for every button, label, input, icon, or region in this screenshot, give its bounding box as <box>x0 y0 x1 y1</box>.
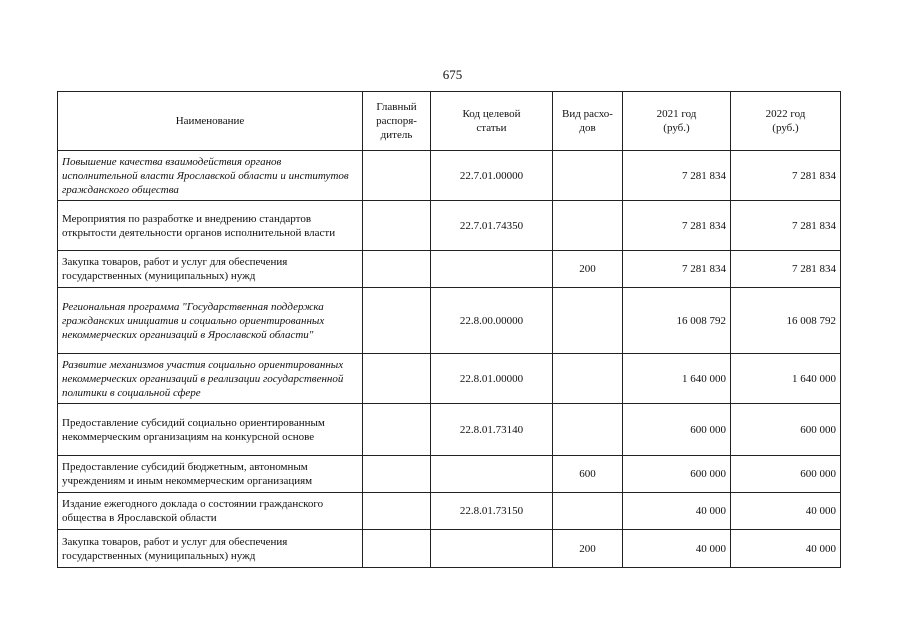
row-name-cell: Повышение качества взаимодействия органов исполнительной власти Ярославской области и институтов гражданского общества <box>58 151 363 201</box>
row-2022-cell: 1 640 000 <box>731 354 841 404</box>
row-code-cell: 22.8.01.73140 <box>431 404 553 456</box>
row-code-cell: 22.8.00.00000 <box>431 288 553 354</box>
table-row <box>58 288 841 354</box>
row-2022-cell: 7 281 834 <box>731 201 841 251</box>
table-row <box>58 251 841 288</box>
page-number: 675 <box>442 67 463 82</box>
row-2021-cell: 7 281 834 <box>623 251 731 288</box>
row-code-cell: 22.7.01.00000 <box>431 151 553 201</box>
row-name-cell: Предоставление субсидий социально ориентированным некоммерческим организациям на конкурсной основе <box>58 404 363 456</box>
row-admin-cell <box>363 530 431 568</box>
row-admin-cell <box>363 151 431 201</box>
header-name: Наименование <box>58 92 363 151</box>
table-row <box>58 456 841 493</box>
row-2022-cell: 600 000 <box>731 456 841 493</box>
row-code-cell: 22.7.01.74350 <box>431 201 553 251</box>
row-name-cell: Закупка товаров, работ и услуг для обеспечения государственных (муниципальных) нужд <box>58 251 363 288</box>
table-row <box>58 201 841 251</box>
budget-table <box>57 91 841 568</box>
row-type-cell <box>553 493 623 530</box>
row-admin-cell <box>363 251 431 288</box>
row-2022-cell: 40 000 <box>731 493 841 530</box>
header-admin: Главный распоря- дитель <box>363 92 431 151</box>
row-type-cell: 200 <box>553 251 623 288</box>
row-name-cell: Закупка товаров, работ и услуг для обеспечения государственных (муниципальных) нужд <box>58 530 363 568</box>
row-code-cell: 22.8.01.00000 <box>431 354 553 404</box>
row-type-cell <box>553 354 623 404</box>
table-row <box>58 151 841 201</box>
table-row <box>58 493 841 530</box>
row-name-cell: Издание ежегодного доклада о состоянии гражданского общества в Ярославской области <box>58 493 363 530</box>
row-admin-cell <box>363 493 431 530</box>
row-type-cell: 200 <box>553 530 623 568</box>
row-name-cell: Предоставление субсидий бюджетным, автономным учреждениям и иным некоммерческим организациям <box>58 456 363 493</box>
row-admin-cell <box>363 201 431 251</box>
row-2021-cell: 40 000 <box>623 493 731 530</box>
row-code-cell <box>431 251 553 288</box>
row-admin-cell <box>363 404 431 456</box>
header-type: Вид расхо- дов <box>553 92 623 151</box>
row-2022-cell: 40 000 <box>731 530 841 568</box>
row-2021-cell: 600 000 <box>623 404 731 456</box>
row-2022-cell: 16 008 792 <box>731 288 841 354</box>
row-name-cell: Региональная программа "Государственная поддержка гражданских инициатив и социально ориентированных некоммерческих организаций в Ярославской области" <box>58 288 363 354</box>
row-2021-cell: 1 640 000 <box>623 354 731 404</box>
row-code-cell <box>431 456 553 493</box>
row-admin-cell <box>363 456 431 493</box>
table-header-row <box>58 92 841 151</box>
row-code-cell <box>431 530 553 568</box>
header-code: Код целевой статьи <box>431 92 553 151</box>
row-2021-cell: 16 008 792 <box>623 288 731 354</box>
row-2021-cell: 600 000 <box>623 456 731 493</box>
row-type-cell <box>553 404 623 456</box>
table-row <box>58 404 841 456</box>
row-type-cell <box>553 151 623 201</box>
table-row <box>58 530 841 568</box>
row-2022-cell: 7 281 834 <box>731 251 841 288</box>
table-row <box>58 354 841 404</box>
row-2022-cell: 7 281 834 <box>731 151 841 201</box>
row-admin-cell <box>363 354 431 404</box>
header-2021: 2021 год (руб.) <box>623 92 731 151</box>
row-name-cell: Мероприятия по разработке и внедрению стандартов открытости деятельности органов исполнительной власти <box>58 201 363 251</box>
header-2022: 2022 год (руб.) <box>731 92 841 151</box>
row-code-cell: 22.8.01.73150 <box>431 493 553 530</box>
row-type-cell <box>553 288 623 354</box>
row-2021-cell: 7 281 834 <box>623 201 731 251</box>
row-2022-cell: 600 000 <box>731 404 841 456</box>
row-2021-cell: 40 000 <box>623 530 731 568</box>
row-name-cell: Развитие механизмов участия социально ориентированных некоммерческих организаций в реализации государственной политики в социальной сфере <box>58 354 363 404</box>
row-admin-cell <box>363 288 431 354</box>
row-type-cell: 600 <box>553 456 623 493</box>
row-type-cell <box>553 201 623 251</box>
row-2021-cell: 7 281 834 <box>623 151 731 201</box>
